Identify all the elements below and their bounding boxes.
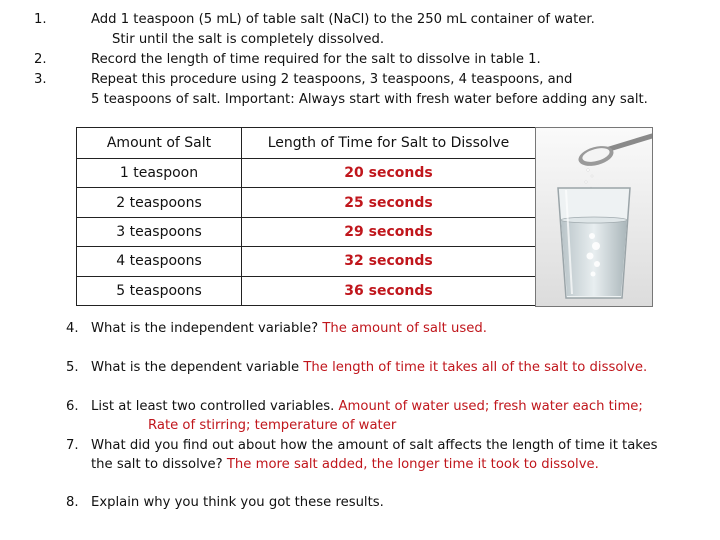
cell-time: 20 seconds (242, 159, 536, 188)
table-row (77, 217, 536, 246)
question-4 (91, 319, 487, 339)
cell-time: 25 seconds (242, 188, 536, 217)
question-7-answer: The more salt added, the longer time it took to dissolve. (226, 457, 599, 472)
step-3-text: Repeat this procedure using 2 teaspoons, 3 teaspoons, 4 teaspoons, and (91, 72, 573, 87)
step-3-number: 3. (34, 72, 47, 87)
question-6-number: 6. (66, 399, 79, 414)
cell-amount: 4 teaspoons (77, 247, 242, 276)
question-7-number: 7. (66, 438, 79, 453)
salt-dissolve-table (76, 127, 536, 306)
question-8-text: Explain why you think you got these results. (91, 495, 384, 510)
table-row (77, 159, 536, 188)
table-row (77, 276, 536, 305)
question-7-text: What did you find out about how the amount of salt affects the length of time it takes (91, 438, 658, 453)
step-1-text: Add 1 teaspoon (5 mL) of table salt (NaCl) to the 250 mL container of water. (91, 12, 595, 27)
question-5-text: What is the dependent variable (91, 360, 300, 375)
step-2-text: Record the length of time required for the salt to dissolve in table 1. (91, 52, 541, 67)
cell-amount: 1 teaspoon (77, 159, 242, 188)
question-5 (91, 358, 647, 378)
question-4-answer: The amount of salt used. (322, 321, 487, 336)
question-7-continued (91, 455, 599, 475)
header-time: Length of Time for Salt to Dissolve (242, 128, 536, 159)
step-3-text-continued: 5 teaspoons of salt. Important: Always start with fresh water before adding any salt. (91, 92, 648, 107)
table-row (77, 188, 536, 217)
salt-water-illustration (536, 128, 652, 306)
cell-time: 29 seconds (242, 217, 536, 246)
question-5-number: 5. (66, 360, 79, 375)
question-5-answer: The length of time it takes all of the salt to dissolve. (303, 360, 648, 375)
table-header-row (77, 128, 536, 159)
question-6-answer: Amount of water used; fresh water each time; (338, 399, 643, 414)
cell-time: 32 seconds (242, 247, 536, 276)
question-8-number: 8. (66, 495, 79, 510)
cell-amount: 5 teaspoons (77, 276, 242, 305)
question-6-answer-continued: Rate of stirring; temperature of water (148, 418, 397, 433)
salt-water-photo (535, 127, 653, 307)
header-amount: Amount of Salt (77, 128, 242, 159)
question-4-number: 4. (66, 321, 79, 336)
step-1-number: 1. (34, 12, 47, 27)
question-4-text: What is the independent variable? (91, 321, 319, 336)
table-row (77, 247, 536, 276)
step-1-text-continued: Stir until the salt is completely dissolved. (112, 32, 385, 47)
cell-amount: 3 teaspoons (77, 217, 242, 246)
cell-time: 36 seconds (242, 276, 536, 305)
question-7-text-continued: the salt to dissolve? (91, 457, 223, 472)
cell-amount: 2 teaspoons (77, 188, 242, 217)
question-6 (91, 397, 643, 417)
step-2-number: 2. (34, 52, 47, 67)
question-6-text: List at least two controlled variables. (91, 399, 335, 414)
